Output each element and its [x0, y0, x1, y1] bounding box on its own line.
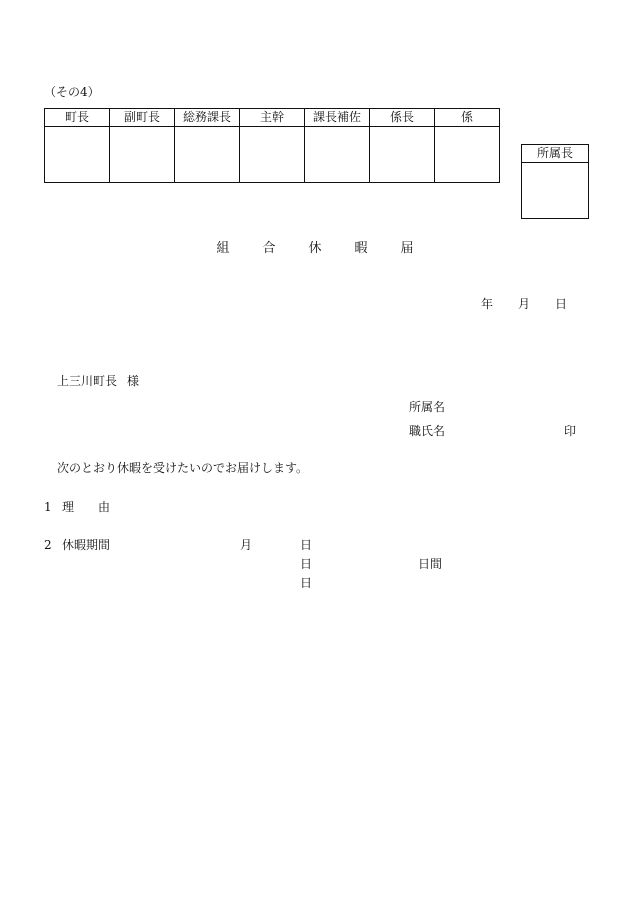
item-2-label-leave-period: 休暇期間 — [62, 538, 111, 552]
seal-mark: 印 — [564, 424, 577, 438]
date-day-label: 日 — [555, 297, 568, 311]
affiliation-label: 所属名 — [409, 400, 446, 414]
stamp-cell-general-affairs-chief[interactable] — [175, 127, 240, 183]
date-month-label: 月 — [518, 297, 531, 311]
title-char: 届 — [400, 241, 414, 256]
approval-header-row — [45, 109, 500, 127]
form-number: （その4） — [44, 85, 100, 99]
date-line — [481, 298, 567, 310]
department-head-header: 所属長 — [522, 145, 589, 163]
addressee-honorific: 様 — [127, 374, 140, 388]
period-day-start-label: 日 — [300, 538, 313, 552]
approval-header-section-chief: 係長 — [370, 109, 435, 127]
stamp-cell-department-head[interactable] — [522, 163, 589, 219]
approval-header-staff: 係 — [435, 109, 500, 127]
stamp-cell-assistant-chief[interactable] — [305, 127, 370, 183]
addressee — [57, 375, 139, 387]
stamp-cell-deputy-mayor[interactable] — [110, 127, 175, 183]
title-char: 暇 — [354, 241, 368, 256]
reason-label-char: 由 — [98, 500, 111, 514]
period-days-total-label: 日間 — [418, 557, 443, 571]
approval-header-mayor: 町長 — [45, 109, 110, 127]
statement-text: 次のとおり休暇を受けたいのでお届けします。 — [57, 461, 309, 475]
period-day-end-label: 日 — [300, 557, 313, 571]
item-2-number: 2 — [44, 538, 52, 552]
title-char: 組 — [216, 241, 230, 256]
approval-header-assistant-chief: 課長補佐 — [305, 109, 370, 127]
period-month-label: 月 — [240, 538, 253, 552]
approval-header-deputy-mayor: 副町長 — [110, 109, 175, 127]
stamp-cell-section-chief[interactable] — [370, 127, 435, 183]
item-1-label-reason — [62, 501, 110, 513]
approval-header-general-affairs-chief: 総務課長 — [175, 109, 240, 127]
approval-stamp-row — [45, 127, 500, 183]
addressee-name: 上三川町長 — [57, 374, 118, 388]
period-day-return-label: 日 — [300, 576, 313, 590]
stamp-cell-mayor[interactable] — [45, 127, 110, 183]
name-label: 職氏名 — [409, 424, 446, 438]
approval-header-chief-officer: 主幹 — [240, 109, 305, 127]
approval-stamp-table — [44, 108, 500, 183]
date-year-label: 年 — [481, 297, 494, 311]
department-head-stamp-box — [521, 144, 589, 219]
reason-label-char: 理 — [62, 500, 75, 514]
stamp-cell-staff[interactable] — [435, 127, 500, 183]
document-title — [0, 242, 630, 255]
title-char: 休 — [308, 241, 322, 256]
item-1-number: 1 — [44, 500, 52, 514]
stamp-cell-chief-officer[interactable] — [240, 127, 305, 183]
title-char: 合 — [262, 241, 276, 256]
